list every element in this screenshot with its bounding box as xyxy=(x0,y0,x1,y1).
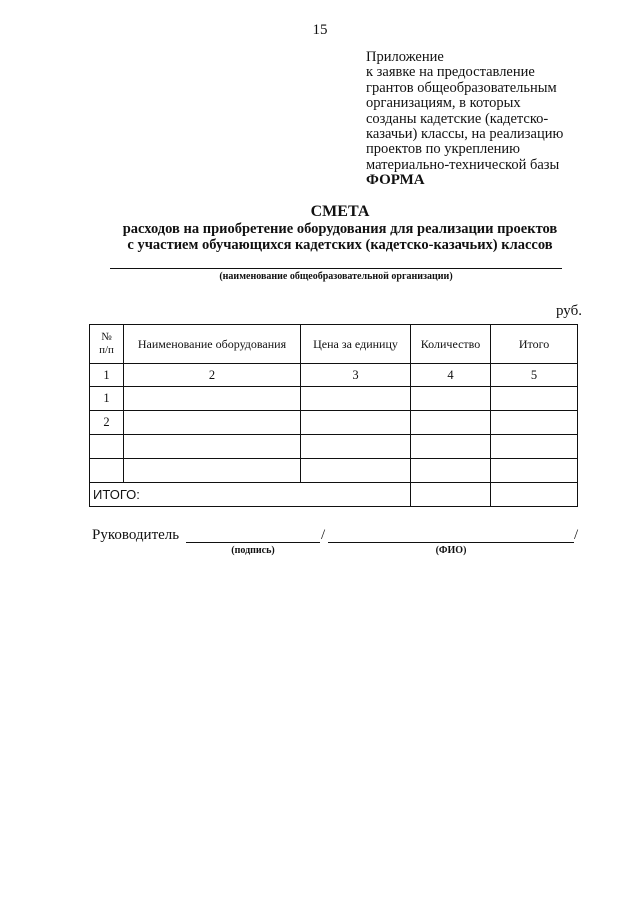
table-cell[interactable] xyxy=(411,435,491,459)
table-cell: 1 xyxy=(90,364,124,387)
currency-label: руб. xyxy=(556,303,582,319)
table-header-row xyxy=(90,325,578,364)
table-cell[interactable] xyxy=(411,459,491,483)
document-title: СМЕТА xyxy=(310,203,370,220)
annex-line: организациям, в которых xyxy=(366,95,521,112)
table-cell[interactable] xyxy=(491,459,578,483)
table-row xyxy=(90,435,578,459)
organization-name-line[interactable] xyxy=(110,268,562,269)
table-cell: 3 xyxy=(301,364,411,387)
table-cell[interactable] xyxy=(124,435,301,459)
table-cell: 4 xyxy=(411,364,491,387)
column-header-quantity: Количество xyxy=(411,325,491,364)
table-cell[interactable] xyxy=(491,387,578,411)
column-header-number: № п/п xyxy=(90,325,124,364)
table-cell[interactable] xyxy=(301,459,411,483)
signature-line[interactable] xyxy=(186,542,320,543)
total-sum-cell[interactable] xyxy=(491,483,578,507)
annex-line: созданы кадетские (кадетско- xyxy=(366,110,549,127)
table-cell[interactable] xyxy=(124,387,301,411)
form-label: ФОРМА xyxy=(366,172,425,188)
annex-line: грантов общеобразовательным xyxy=(366,79,557,96)
total-label: ИТОГО: xyxy=(90,483,411,507)
separator-slash: / xyxy=(574,527,579,543)
annex-line: к заявке на предоставление xyxy=(366,64,535,81)
table-cell[interactable] xyxy=(124,459,301,483)
column-header-total: Итого xyxy=(491,325,578,364)
table-cell[interactable] xyxy=(491,411,578,435)
table-total-row xyxy=(90,483,578,507)
subtitle-line: расходов на приобретение оборудования для реализации проектов xyxy=(122,221,558,237)
table-cell: 5 xyxy=(491,364,578,387)
table-cell: 1 xyxy=(90,387,124,411)
table-cell[interactable] xyxy=(301,387,411,411)
head-label: Руководитель xyxy=(92,527,180,543)
fio-caption: (ФИО) xyxy=(435,545,467,556)
column-header-name: Наименование оборудования xyxy=(124,325,301,364)
table-cell[interactable] xyxy=(124,411,301,435)
table-row xyxy=(90,459,578,483)
table-cell[interactable] xyxy=(301,435,411,459)
table-index-row xyxy=(90,364,578,387)
table-cell xyxy=(90,435,124,459)
annex-block xyxy=(366,50,636,173)
table-cell[interactable] xyxy=(301,411,411,435)
annex-line: Приложение xyxy=(366,49,444,65)
table-cell[interactable] xyxy=(491,435,578,459)
organization-caption: (наименование общеобразовательной организации) xyxy=(219,271,453,282)
table-cell: 2 xyxy=(124,364,301,387)
table-cell xyxy=(90,459,124,483)
table-row xyxy=(90,411,578,435)
column-header-price: Цена за единицу xyxy=(301,325,411,364)
estimate-table xyxy=(89,324,578,507)
page-number: 15 xyxy=(312,22,328,38)
annex-line: казачьи) классы, на реализацию xyxy=(366,126,564,143)
signature-caption: (подпись) xyxy=(231,545,275,556)
total-quantity-cell[interactable] xyxy=(411,483,491,507)
fio-line[interactable] xyxy=(328,542,574,543)
table-row xyxy=(90,387,578,411)
table-cell: 2 xyxy=(90,411,124,435)
annex-line: проектов по укреплению xyxy=(366,141,520,158)
separator-slash: / xyxy=(321,527,326,543)
table-cell[interactable] xyxy=(411,387,491,411)
document-subtitle xyxy=(0,222,640,253)
table-cell[interactable] xyxy=(411,411,491,435)
subtitle-line: с участием обучающихся кадетских (кадетско-казачьих) классов xyxy=(127,236,553,253)
annex-line: материально-технической базы xyxy=(366,156,560,173)
